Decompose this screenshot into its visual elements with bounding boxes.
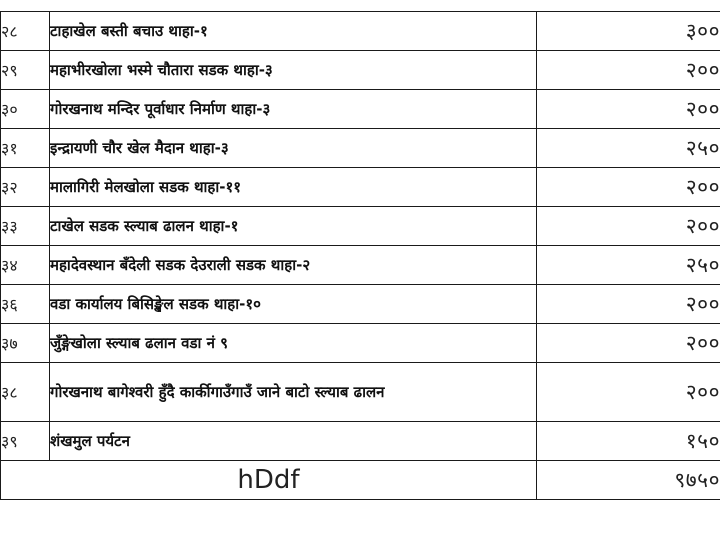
row-serial-number: ३३ xyxy=(1,207,50,246)
total-row xyxy=(1,461,720,500)
row-amount: २०० xyxy=(537,207,720,246)
row-project-name: गोरखनाथ मन्दिर पूर्वाधार निर्माण थाहा-३ xyxy=(50,90,537,129)
row-amount: ३०० xyxy=(537,12,720,51)
row-amount: २०० xyxy=(537,285,720,324)
row-amount: २५० xyxy=(537,246,720,285)
total-label: hDdf xyxy=(1,461,537,500)
row-project-name: वडा कार्यालय बिसिङ्खेल सडक थाहा-१० xyxy=(50,285,537,324)
row-project-name: टाहाखेल बस्ती बचाउ थाहा-१ xyxy=(50,12,537,51)
row-amount: २०० xyxy=(537,168,720,207)
table-row xyxy=(1,324,720,363)
table-row xyxy=(1,51,720,90)
row-serial-number: ३१ xyxy=(1,129,50,168)
row-serial-number: ३८ xyxy=(1,363,50,422)
row-amount: २०० xyxy=(537,363,720,422)
table-row xyxy=(1,12,720,51)
row-project-name: जुँङ्गेखोला स्ल्याब ढलान वडा नं ९ xyxy=(50,324,537,363)
row-serial-number: ३६ xyxy=(1,285,50,324)
budget-table xyxy=(0,11,720,500)
row-amount: २५० xyxy=(537,129,720,168)
row-project-name: गोरखनाथ बागेश्वरी हुँदै कार्कीगाउँगाउँ जाने बाटो स्ल्याब ढालन xyxy=(50,363,537,422)
row-serial-number: २८ xyxy=(1,12,50,51)
row-project-name: टाखेल सडक स्ल्याब ढालन थाहा-१ xyxy=(50,207,537,246)
row-serial-number: ३४ xyxy=(1,246,50,285)
table-row xyxy=(1,168,720,207)
row-amount: २०० xyxy=(537,90,720,129)
table-row xyxy=(1,363,720,422)
table-row xyxy=(1,246,720,285)
row-project-name: महाभीरखोला भस्मे चौतारा सडक थाहा-३ xyxy=(50,51,537,90)
total-amount: ९७५० xyxy=(537,461,720,500)
row-amount: २०० xyxy=(537,324,720,363)
row-serial-number: ३७ xyxy=(1,324,50,363)
row-serial-number: २९ xyxy=(1,51,50,90)
row-amount: २०० xyxy=(537,51,720,90)
row-project-name: शंखमुल पर्यटन xyxy=(50,422,537,461)
row-amount: १५० xyxy=(537,422,720,461)
row-serial-number: ३९ xyxy=(1,422,50,461)
row-project-name: इन्द्रायणी चौर खेल मैदान थाहा-३ xyxy=(50,129,537,168)
table-row xyxy=(1,207,720,246)
table-row xyxy=(1,422,720,461)
table-row xyxy=(1,129,720,168)
table-row xyxy=(1,90,720,129)
row-project-name: महादेवस्थान बँदेली सडक देउराली सडक थाहा-२ xyxy=(50,246,537,285)
table-row xyxy=(1,285,720,324)
row-serial-number: ३० xyxy=(1,90,50,129)
row-serial-number: ३२ xyxy=(1,168,50,207)
row-project-name: मालागिरी मेलखोला सडक थाहा-११ xyxy=(50,168,537,207)
